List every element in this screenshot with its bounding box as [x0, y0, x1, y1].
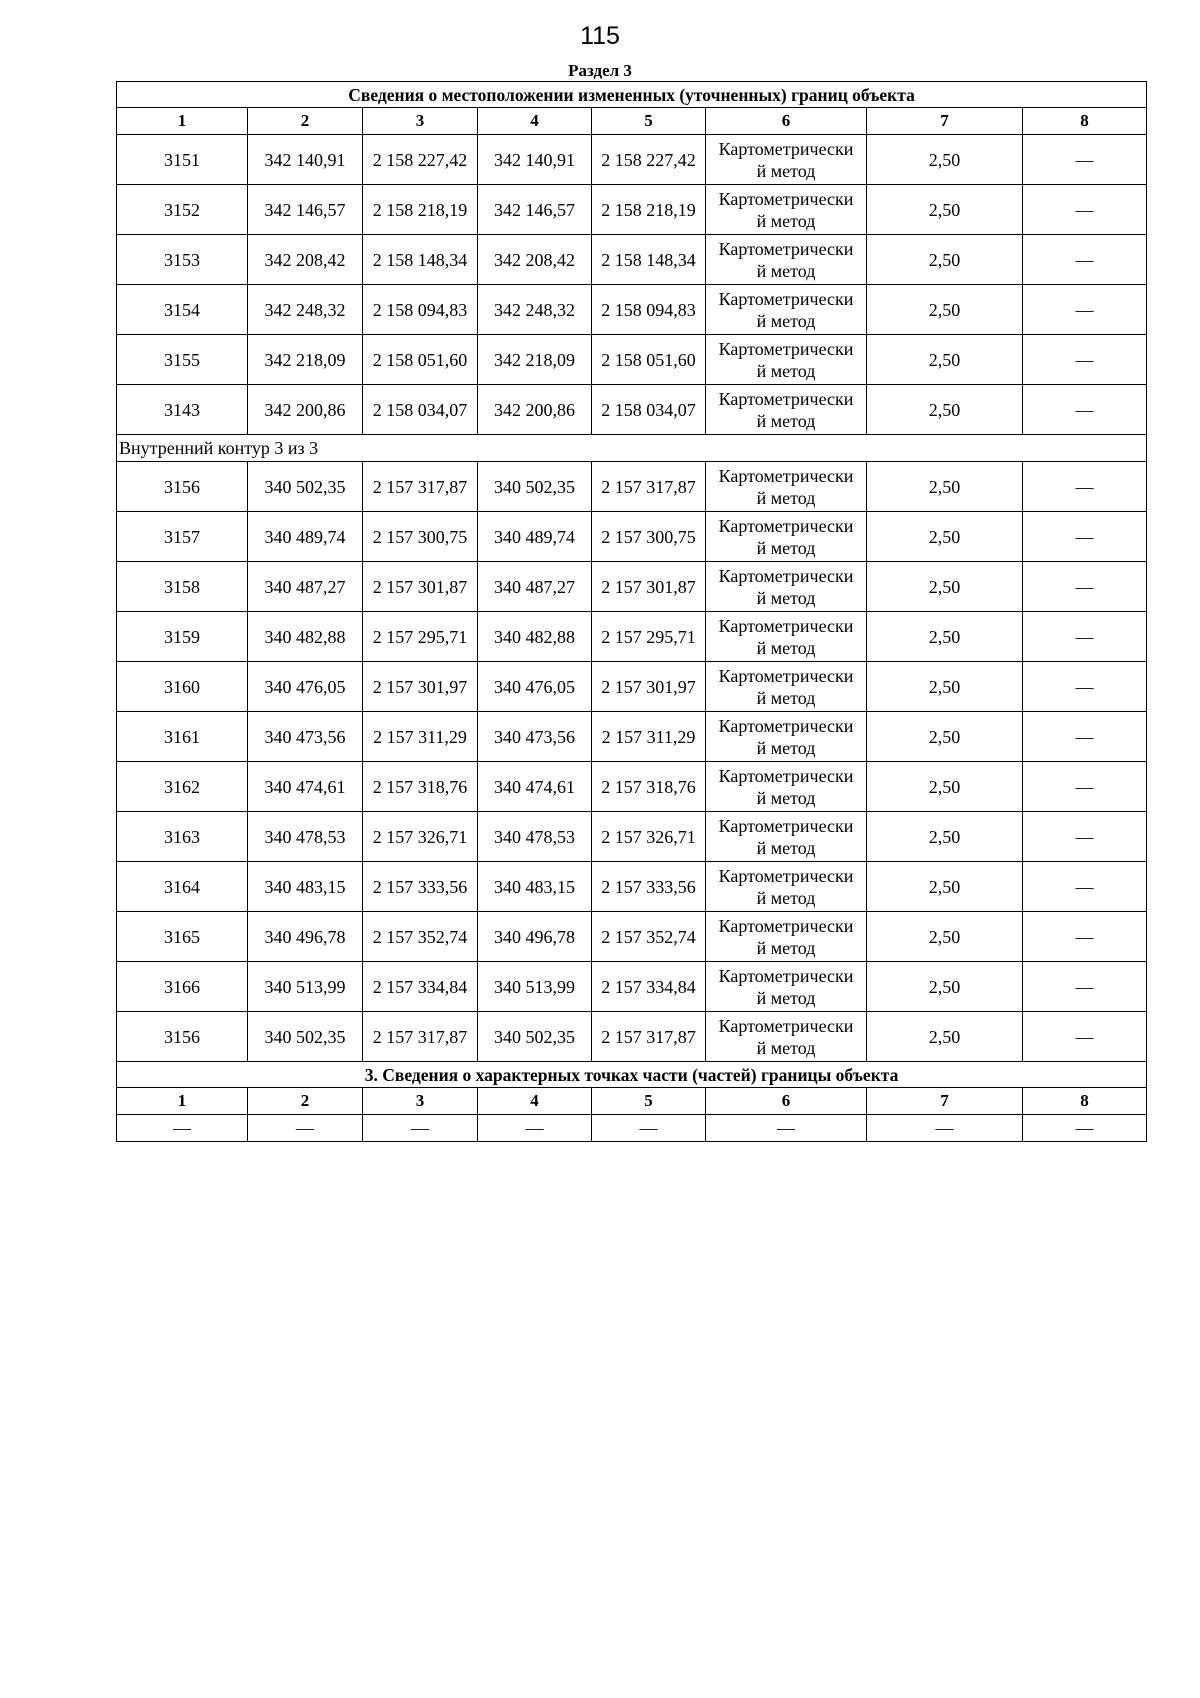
column-number: 4 — [478, 1088, 592, 1115]
point-number-cell: 3155 — [117, 335, 248, 385]
y-coordinate-cell: 2 157 333,56 — [592, 862, 706, 912]
x-coordinate-cell: 342 146,57 — [478, 185, 592, 235]
method-cell — [706, 235, 867, 285]
method-text: й метод — [756, 637, 816, 658]
accuracy-cell: 2,50 — [867, 512, 1023, 562]
column-number: 1 — [117, 1088, 248, 1115]
method-cell — [706, 862, 867, 912]
accuracy-cell: 2,50 — [867, 185, 1023, 235]
method-cell — [706, 712, 867, 762]
y-coordinate-cell: 2 157 317,87 — [592, 462, 706, 512]
method-text: й метод — [756, 687, 816, 708]
accuracy-cell: 2,50 — [867, 235, 1023, 285]
column-number: 2 — [248, 108, 363, 135]
table-row — [117, 1012, 1147, 1062]
method-text: Картометрически — [718, 565, 854, 586]
column-number: 5 — [592, 108, 706, 135]
parts-table-title-row — [117, 1062, 1147, 1088]
y-coordinate-cell: 2 157 352,74 — [363, 912, 478, 962]
table-row — [117, 712, 1147, 762]
table-row — [117, 812, 1147, 862]
accuracy-cell: 2,50 — [867, 962, 1023, 1012]
method-text: Картометрически — [718, 338, 854, 359]
method-text: Картометрически — [718, 388, 854, 409]
column-number-row — [117, 108, 1147, 135]
method-text: й метод — [756, 487, 816, 508]
table-row — [117, 662, 1147, 712]
x-coordinate-cell: 342 146,57 — [248, 185, 363, 235]
y-coordinate-cell: 2 158 034,07 — [592, 385, 706, 435]
method-text: Картометрически — [718, 515, 854, 536]
point-number-cell: 3161 — [117, 712, 248, 762]
x-coordinate-cell: 340 496,78 — [248, 912, 363, 962]
method-cell — [706, 612, 867, 662]
accuracy-cell: 2,50 — [867, 135, 1023, 185]
method-text: Картометрически — [718, 615, 854, 636]
method-text: й метод — [756, 260, 816, 281]
y-coordinate-cell: 2 158 227,42 — [363, 135, 478, 185]
method-text: Картометрически — [718, 1015, 854, 1036]
empty-cell: — — [117, 1115, 248, 1142]
accuracy-cell: 2,50 — [867, 812, 1023, 862]
column-number: 5 — [592, 1088, 706, 1115]
y-coordinate-cell: 2 157 295,71 — [592, 612, 706, 662]
y-coordinate-cell: 2 157 301,87 — [592, 562, 706, 612]
table-row — [117, 285, 1147, 335]
note-cell: — — [1023, 612, 1147, 662]
accuracy-cell: 2,50 — [867, 285, 1023, 335]
accuracy-cell: 2,50 — [867, 712, 1023, 762]
accuracy-cell: 2,50 — [867, 862, 1023, 912]
y-coordinate-cell: 2 158 227,42 — [592, 135, 706, 185]
boundary-points-table — [116, 81, 1147, 1142]
method-cell — [706, 462, 867, 512]
method-text: Картометрически — [718, 665, 854, 686]
method-cell — [706, 912, 867, 962]
method-text: Картометрически — [718, 915, 854, 936]
table-row — [117, 235, 1147, 285]
accuracy-cell: 2,50 — [867, 612, 1023, 662]
method-text: й метод — [756, 537, 816, 558]
contour-label: Внутренний контур 3 из 3 — [117, 435, 1147, 462]
parts-empty-row — [117, 1115, 1147, 1142]
note-cell: — — [1023, 962, 1147, 1012]
y-coordinate-cell: 2 157 300,75 — [363, 512, 478, 562]
x-coordinate-cell: 342 140,91 — [478, 135, 592, 185]
point-number-cell: 3154 — [117, 285, 248, 335]
column-number: 7 — [867, 1088, 1023, 1115]
method-text: й метод — [756, 887, 816, 908]
note-cell: — — [1023, 185, 1147, 235]
table-row — [117, 612, 1147, 662]
y-coordinate-cell: 2 157 318,76 — [592, 762, 706, 812]
column-number: 4 — [478, 108, 592, 135]
y-coordinate-cell: 2 158 051,60 — [592, 335, 706, 385]
point-number-cell: 3157 — [117, 512, 248, 562]
method-cell — [706, 185, 867, 235]
y-coordinate-cell: 2 157 301,97 — [592, 662, 706, 712]
y-coordinate-cell: 2 157 317,87 — [363, 1012, 478, 1062]
point-number-cell: 3164 — [117, 862, 248, 912]
point-number-cell: 3163 — [117, 812, 248, 862]
column-number: 3 — [363, 1088, 478, 1115]
table-row — [117, 185, 1147, 235]
method-cell — [706, 662, 867, 712]
empty-cell: — — [592, 1115, 706, 1142]
y-coordinate-cell: 2 157 326,71 — [592, 812, 706, 862]
y-coordinate-cell: 2 157 317,87 — [592, 1012, 706, 1062]
y-coordinate-cell: 2 157 326,71 — [363, 812, 478, 862]
method-text: Картометрически — [718, 715, 854, 736]
column-number: 1 — [117, 108, 248, 135]
point-number-cell: 3165 — [117, 912, 248, 962]
column-number: 8 — [1023, 1088, 1147, 1115]
method-text: й метод — [756, 210, 816, 231]
parts-table-title: 3. Сведения о характерных точках части (частей) границы объекта — [117, 1062, 1147, 1088]
note-cell: — — [1023, 1012, 1147, 1062]
y-coordinate-cell: 2 157 311,29 — [592, 712, 706, 762]
page-number: 115 — [580, 22, 620, 50]
y-coordinate-cell: 2 158 218,19 — [363, 185, 478, 235]
note-cell: — — [1023, 462, 1147, 512]
y-coordinate-cell: 2 158 034,07 — [363, 385, 478, 435]
table-title-row — [117, 82, 1147, 108]
point-number-cell: 3156 — [117, 1012, 248, 1062]
table-title: Сведения о местоположении измененных (уточненных) границ объекта — [117, 82, 1147, 108]
column-number: 2 — [248, 1088, 363, 1115]
method-cell — [706, 135, 867, 185]
accuracy-cell: 2,50 — [867, 912, 1023, 962]
x-coordinate-cell: 340 483,15 — [248, 862, 363, 912]
x-coordinate-cell: 340 489,74 — [478, 512, 592, 562]
table-row — [117, 462, 1147, 512]
x-coordinate-cell: 340 502,35 — [248, 462, 363, 512]
x-coordinate-cell: 342 140,91 — [248, 135, 363, 185]
y-coordinate-cell: 2 157 318,76 — [363, 762, 478, 812]
table-row — [117, 962, 1147, 1012]
method-cell — [706, 385, 867, 435]
method-cell — [706, 962, 867, 1012]
x-coordinate-cell: 342 218,09 — [248, 335, 363, 385]
x-coordinate-cell: 340 478,53 — [248, 812, 363, 862]
x-coordinate-cell: 340 487,27 — [478, 562, 592, 612]
y-coordinate-cell: 2 157 334,84 — [592, 962, 706, 1012]
y-coordinate-cell: 2 158 094,83 — [363, 285, 478, 335]
x-coordinate-cell: 340 513,99 — [478, 962, 592, 1012]
column-number: 3 — [363, 108, 478, 135]
table-row — [117, 385, 1147, 435]
x-coordinate-cell: 342 248,32 — [248, 285, 363, 335]
empty-cell: — — [363, 1115, 478, 1142]
y-coordinate-cell: 2 158 051,60 — [363, 335, 478, 385]
method-text: Картометрически — [718, 865, 854, 886]
y-coordinate-cell: 2 157 317,87 — [363, 462, 478, 512]
method-text: Картометрически — [718, 188, 854, 209]
accuracy-cell: 2,50 — [867, 562, 1023, 612]
x-coordinate-cell: 340 482,88 — [248, 612, 363, 662]
method-text: й метод — [756, 410, 816, 431]
empty-cell: — — [1023, 1115, 1147, 1142]
accuracy-cell: 2,50 — [867, 762, 1023, 812]
method-cell — [706, 762, 867, 812]
empty-cell: — — [478, 1115, 592, 1142]
point-number-cell: 3156 — [117, 462, 248, 512]
method-cell — [706, 512, 867, 562]
point-number-cell: 3159 — [117, 612, 248, 662]
y-coordinate-cell: 2 157 333,56 — [363, 862, 478, 912]
note-cell: — — [1023, 335, 1147, 385]
method-text: Картометрически — [718, 765, 854, 786]
x-coordinate-cell: 340 502,35 — [248, 1012, 363, 1062]
note-cell: — — [1023, 862, 1147, 912]
method-text: й метод — [756, 937, 816, 958]
point-number-cell: 3162 — [117, 762, 248, 812]
empty-cell: — — [706, 1115, 867, 1142]
x-coordinate-cell: 340 473,56 — [248, 712, 363, 762]
y-coordinate-cell: 2 158 148,34 — [592, 235, 706, 285]
x-coordinate-cell: 340 474,61 — [248, 762, 363, 812]
method-text: й метод — [756, 587, 816, 608]
x-coordinate-cell: 340 502,35 — [478, 1012, 592, 1062]
x-coordinate-cell: 342 200,86 — [478, 385, 592, 435]
table-row — [117, 562, 1147, 612]
method-text: Картометрически — [718, 138, 854, 159]
method-text: й метод — [756, 737, 816, 758]
note-cell: — — [1023, 812, 1147, 862]
x-coordinate-cell: 340 489,74 — [248, 512, 363, 562]
column-number: 6 — [706, 1088, 867, 1115]
y-coordinate-cell: 2 157 301,87 — [363, 562, 478, 612]
point-number-cell: 3153 — [117, 235, 248, 285]
method-text: й метод — [756, 787, 816, 808]
contour-row — [117, 435, 1147, 462]
method-cell — [706, 812, 867, 862]
accuracy-cell: 2,50 — [867, 462, 1023, 512]
x-coordinate-cell: 342 208,42 — [248, 235, 363, 285]
accuracy-cell: 2,50 — [867, 662, 1023, 712]
x-coordinate-cell: 340 483,15 — [478, 862, 592, 912]
x-coordinate-cell: 340 478,53 — [478, 812, 592, 862]
x-coordinate-cell: 340 476,05 — [248, 662, 363, 712]
method-text: й метод — [756, 1037, 816, 1058]
x-coordinate-cell: 340 476,05 — [478, 662, 592, 712]
y-coordinate-cell: 2 157 295,71 — [363, 612, 478, 662]
y-coordinate-cell: 2 157 301,97 — [363, 662, 478, 712]
x-coordinate-cell: 342 248,32 — [478, 285, 592, 335]
x-coordinate-cell: 340 502,35 — [478, 462, 592, 512]
method-text: Картометрически — [718, 288, 854, 309]
y-coordinate-cell: 2 157 334,84 — [363, 962, 478, 1012]
point-number-cell: 3152 — [117, 185, 248, 235]
point-number-cell: 3151 — [117, 135, 248, 185]
empty-cell: — — [867, 1115, 1023, 1142]
parts-column-number-row — [117, 1088, 1147, 1115]
method-cell — [706, 335, 867, 385]
note-cell: — — [1023, 562, 1147, 612]
method-text: й метод — [756, 360, 816, 381]
accuracy-cell: 2,50 — [867, 335, 1023, 385]
table-row — [117, 135, 1147, 185]
x-coordinate-cell: 340 496,78 — [478, 912, 592, 962]
method-cell — [706, 562, 867, 612]
point-number-cell: 3166 — [117, 962, 248, 1012]
note-cell: — — [1023, 712, 1147, 762]
y-coordinate-cell: 2 157 311,29 — [363, 712, 478, 762]
x-coordinate-cell: 340 482,88 — [478, 612, 592, 662]
accuracy-cell: 2,50 — [867, 385, 1023, 435]
section-title: Раздел 3 — [568, 61, 632, 80]
y-coordinate-cell: 2 158 218,19 — [592, 185, 706, 235]
empty-cell: — — [248, 1115, 363, 1142]
accuracy-cell: 2,50 — [867, 1012, 1023, 1062]
x-coordinate-cell: 342 208,42 — [478, 235, 592, 285]
table-row — [117, 335, 1147, 385]
note-cell: — — [1023, 912, 1147, 962]
x-coordinate-cell: 340 487,27 — [248, 562, 363, 612]
column-number: 7 — [867, 108, 1023, 135]
column-number: 8 — [1023, 108, 1147, 135]
method-text: й метод — [756, 310, 816, 331]
point-number-cell: 3143 — [117, 385, 248, 435]
note-cell: — — [1023, 762, 1147, 812]
note-cell: — — [1023, 512, 1147, 562]
method-text: Картометрически — [718, 238, 854, 259]
method-cell — [706, 285, 867, 335]
note-cell: — — [1023, 385, 1147, 435]
y-coordinate-cell: 2 158 094,83 — [592, 285, 706, 335]
x-coordinate-cell: 340 513,99 — [248, 962, 363, 1012]
table-row — [117, 862, 1147, 912]
method-text: й метод — [756, 987, 816, 1008]
note-cell: — — [1023, 285, 1147, 335]
x-coordinate-cell: 340 473,56 — [478, 712, 592, 762]
note-cell: — — [1023, 662, 1147, 712]
table-row — [117, 912, 1147, 962]
y-coordinate-cell: 2 158 148,34 — [363, 235, 478, 285]
point-number-cell: 3158 — [117, 562, 248, 612]
x-coordinate-cell: 340 474,61 — [478, 762, 592, 812]
method-text: Картометрически — [718, 465, 854, 486]
y-coordinate-cell: 2 157 300,75 — [592, 512, 706, 562]
method-cell — [706, 1012, 867, 1062]
note-cell: — — [1023, 135, 1147, 185]
table-row — [117, 762, 1147, 812]
method-text: Картометрически — [718, 965, 854, 986]
table-row — [117, 512, 1147, 562]
method-text: й метод — [756, 160, 816, 181]
note-cell: — — [1023, 235, 1147, 285]
y-coordinate-cell: 2 157 352,74 — [592, 912, 706, 962]
method-text: Картометрически — [718, 815, 854, 836]
method-text: й метод — [756, 837, 816, 858]
x-coordinate-cell: 342 200,86 — [248, 385, 363, 435]
point-number-cell: 3160 — [117, 662, 248, 712]
column-number: 6 — [706, 108, 867, 135]
x-coordinate-cell: 342 218,09 — [478, 335, 592, 385]
